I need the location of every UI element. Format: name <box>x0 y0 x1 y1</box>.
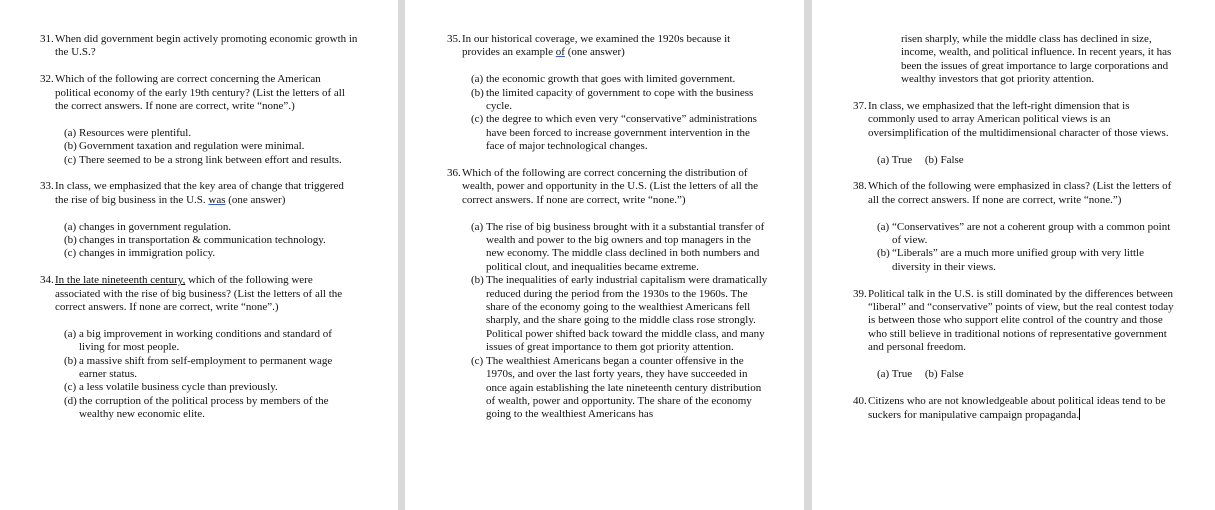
option-text[interactable]: There seemed to be a strong link between effort and results. <box>79 153 342 166</box>
option-text[interactable]: a big improvement in working conditions and standard of living for most people. <box>79 327 332 354</box>
option-label: (b) <box>471 86 484 99</box>
option-label: (b) <box>471 274 484 287</box>
question-number: 31. <box>40 33 54 45</box>
option <box>64 234 358 247</box>
page-2-content <box>447 33 769 435</box>
question-32-options <box>40 127 358 167</box>
option <box>64 154 358 167</box>
question-34-options <box>40 328 358 422</box>
question-38 <box>853 180 1179 207</box>
option <box>64 381 358 394</box>
option <box>471 87 769 114</box>
question-text-part: In class, we emphasized that the key area of change that triggered the rise of big business in the U.S. <box>55 180 344 206</box>
option-text[interactable]: the degree to which even very “conservative” administrations have been forced to increase government intervention in the face of major technological changes. <box>486 113 757 153</box>
option <box>64 328 358 355</box>
question-text[interactable] <box>55 180 358 207</box>
option-label: (b) <box>64 234 77 247</box>
question-number: 32. <box>40 73 54 86</box>
document-page-1 <box>0 0 398 510</box>
underlined-phrase: In the late nineteenth century, <box>55 274 186 287</box>
question-text-part: In our historical coverage, we examined the 1920s because it provides an example <box>462 33 731 59</box>
option <box>471 221 769 275</box>
option-text[interactable]: “Conservatives” are not a coherent group with a common point of view. <box>892 220 1171 247</box>
question-text[interactable]: Which of the following are correct concerning the American political economy of the early 19th century? (List the letters of all the correct answers. If none are correct, write “none”.) <box>55 73 345 113</box>
question-39 <box>853 288 1179 355</box>
question-text[interactable]: When did government begin actively promoting economic growth in the U.S.? <box>55 33 358 59</box>
true-false-options <box>877 154 1179 167</box>
true-option[interactable]: (a) True <box>877 153 913 166</box>
question-text-part: (one answer) <box>225 193 286 206</box>
document-page-2 <box>405 0 804 510</box>
question-36 <box>447 167 769 207</box>
question-number: 39. <box>853 287 867 300</box>
false-option[interactable]: (b) False <box>924 368 964 381</box>
option-text[interactable]: Resources were plentiful. <box>79 126 192 139</box>
true-false-options <box>877 368 1179 381</box>
option-text[interactable]: Government taxation and regulation were minimal. <box>79 140 305 153</box>
option-text[interactable]: the economic growth that goes with limited government. <box>486 73 736 86</box>
page-1-content <box>40 33 358 435</box>
question-text-part: Citizens who are not knowledgeable about political ideas tend to be suckers for manipulative campaign propaganda. <box>868 394 1166 422</box>
question-32 <box>40 73 358 113</box>
option-label: (c) <box>64 153 77 166</box>
question-number: 34. <box>40 274 54 287</box>
option-text[interactable]: changes in transportation & communication technology. <box>79 234 326 247</box>
option-text[interactable]: the limited capacity of government to cope with the business cycle. <box>486 86 754 113</box>
question-text[interactable] <box>462 33 769 60</box>
option <box>471 113 769 153</box>
option-text[interactable]: changes in immigration policy. <box>79 247 216 260</box>
option-label: (d) <box>64 394 77 407</box>
option <box>471 355 769 422</box>
question-text[interactable] <box>868 395 1179 423</box>
question-number: 35. <box>447 33 461 45</box>
question-36-options <box>447 221 769 422</box>
question-number: 38. <box>853 180 867 193</box>
question-text[interactable] <box>55 274 358 314</box>
underlined-word: of <box>555 46 565 59</box>
text-cursor <box>1079 408 1080 420</box>
option-text[interactable]: the corruption of the political process by members of the wealthy new economic elite. <box>79 394 329 421</box>
document-page-3 <box>812 0 1215 510</box>
question-34 <box>40 274 358 314</box>
option-text[interactable]: “Liberals” are a much more unified group with very little diversity in their views. <box>892 247 1144 273</box>
option <box>64 140 358 153</box>
option <box>64 247 358 260</box>
question-38-options <box>853 221 1179 275</box>
question-text-part: which of the following were associated with the rise of big business? (List the letters of all the correct answers. If none are correct, write “none”.) <box>55 274 343 314</box>
question-text-part: (one answer) <box>564 46 625 59</box>
option <box>64 127 358 140</box>
question-text[interactable]: Which of the following were emphasized in class? (List the letters of all the correct answers. If none are correct, write “none.”) <box>868 180 1172 206</box>
question-number: 37. <box>853 100 867 113</box>
true-option[interactable]: (a) True <box>877 368 913 381</box>
question-40 <box>853 395 1179 423</box>
option <box>877 221 1179 248</box>
option-label: (c) <box>471 113 484 126</box>
question-35-options <box>447 73 769 153</box>
question-text[interactable]: In class, we emphasized that the left-right dimension that is commonly used to array American political views is an oversimplification of the multidimensional character of those views. <box>868 100 1169 139</box>
option-label: (a) <box>877 220 890 233</box>
option-label: (a) <box>64 220 77 233</box>
page-3-content <box>853 33 1179 436</box>
option-label: (a) <box>64 327 77 340</box>
option-label: (a) <box>471 73 484 86</box>
option-text[interactable]: The rise of big business brought with it a substantial transfer of wealth and power to the big owners and top managers in the new economy. The middle class declined in both numbers and political clout, and inequalities became extreme. <box>486 220 765 273</box>
option-text[interactable]: The wealthiest Americans began a counter offensive in the 1970s, and over the last forty years, they have succeeded in once again establishing the late nineteenth century distribution of wealth, power and opportunity. The share of the economy going to the wealthiest Americans has <box>486 354 762 421</box>
option-text[interactable]: a massive shift from self-employment to permanent wage earner status. <box>79 354 333 381</box>
question-number: 40. <box>853 394 867 407</box>
option <box>877 247 1179 274</box>
option-label: (c) <box>64 381 77 394</box>
underlined-word: was <box>208 193 226 206</box>
option-text[interactable]: changes in government regulation. <box>79 220 232 233</box>
option-label: (c) <box>471 354 484 367</box>
question-number: 33. <box>40 180 54 193</box>
option <box>471 274 769 354</box>
question-33-options <box>40 221 358 261</box>
question-text[interactable]: Political talk in the U.S. is still dominated by the differences between “liberal” and “conservative” points of view, but the real contest today is between those who support elite control of the country and those who still believe in traditional notions of representative government and personal freedom. <box>868 287 1174 354</box>
option <box>64 355 358 382</box>
question-33 <box>40 180 358 207</box>
false-option[interactable]: (b) False <box>924 153 964 166</box>
option-text[interactable]: a less volatile business cycle than previously. <box>79 381 278 394</box>
question-text[interactable]: Which of the following are correct concerning the distribution of wealth, power and opportunity in the U.S. (List the letters of all the correct answers. If none are correct, write “none.”) <box>462 167 759 206</box>
option-label: (c) <box>64 247 77 260</box>
option-label: (a) <box>64 126 77 139</box>
option-text[interactable]: The inequalities of early industrial capitalism were dramatically reduced during the period from the 1930s to the 1960s. The share of the economy going to the wealthiest Americans fell sharply, and the share going to the middle class rose strongly. Political power shifted back toward the middle class, and many issues of great importance to them got priority attention. <box>486 274 768 354</box>
question-31 <box>40 33 358 60</box>
question-35 <box>447 33 769 60</box>
question-number: 36. <box>447 167 461 180</box>
option-label: (a) <box>471 220 484 233</box>
question-36-continued[interactable]: risen sharply, while the middle class has declined in size, income, wealth, and political influence. In recent years, it has been the issues of great importance to large corporations and wealthy investors that got priority attention. <box>901 33 1172 86</box>
option <box>471 73 769 86</box>
question-37 <box>853 100 1179 140</box>
option-label: (b) <box>64 140 77 153</box>
option-label: (b) <box>64 354 77 367</box>
option-label: (b) <box>877 247 890 260</box>
option <box>64 395 358 422</box>
option <box>64 221 358 234</box>
